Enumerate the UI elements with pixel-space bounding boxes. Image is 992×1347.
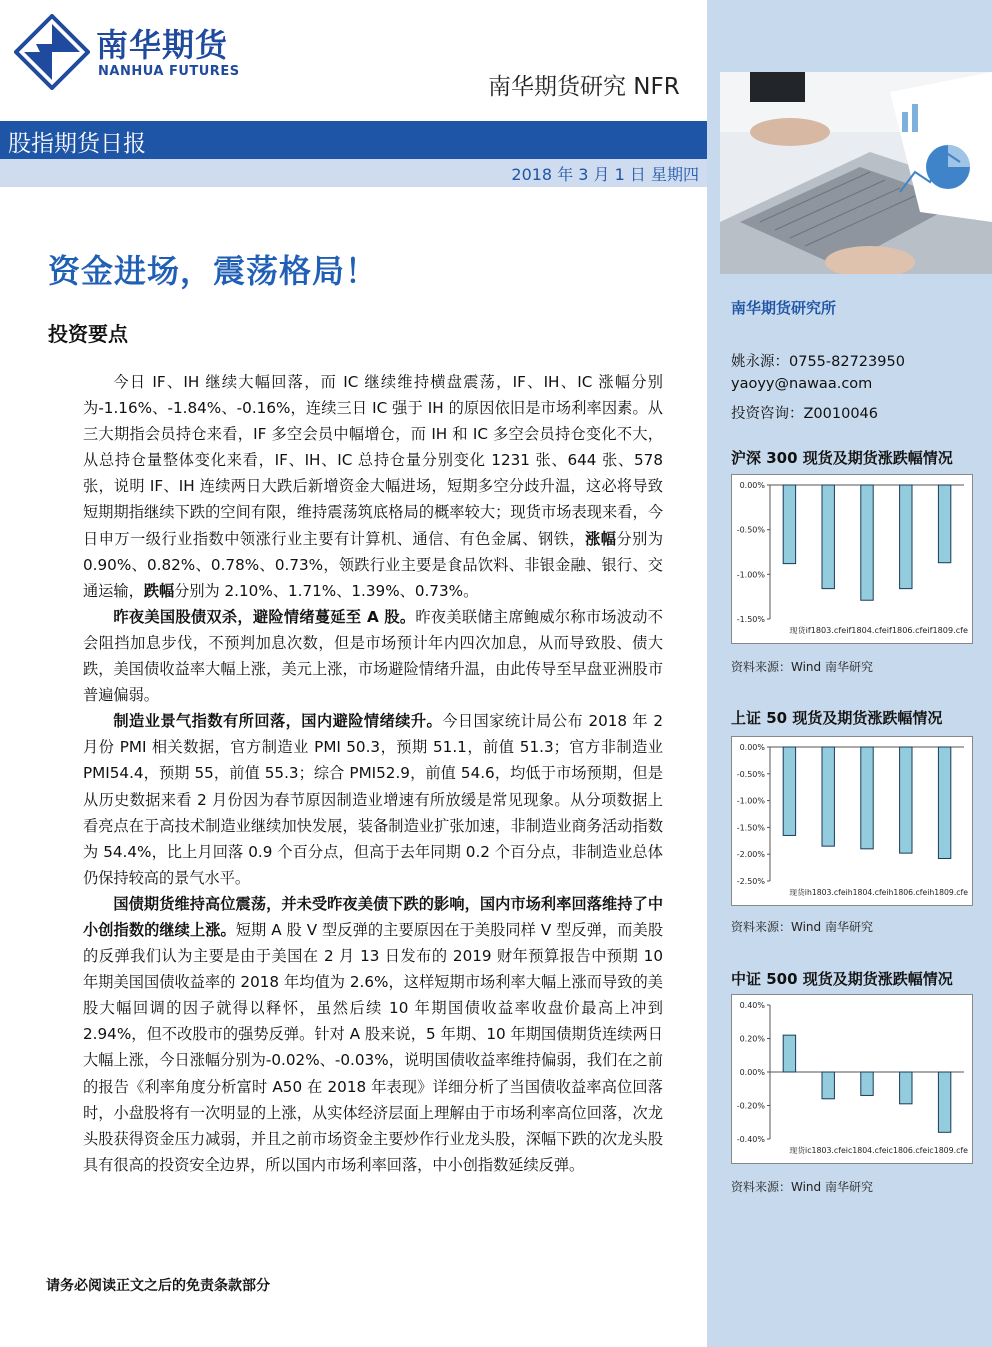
y-tick-label: 0.00% [739,1068,765,1077]
y-tick-label: -1.50% [736,615,765,624]
chart-zz500 [731,994,973,1164]
section-title: 投资要点 [48,322,128,346]
logo-text-cn: 南华期货 [96,26,229,64]
institute-name: 南华期货研究所 [731,299,837,317]
chart-source: 资料来源：Wind 南华研究 [731,920,873,934]
company-logo [14,14,254,98]
y-tick-label: 0.20% [739,1034,765,1044]
logo-mark-icon [14,14,90,90]
report-type: 股指期货日报 [8,131,146,157]
chart-hs300 [731,474,973,644]
chart-zz500-svg [732,995,972,1163]
bar [822,485,834,589]
y-tick-label: 0.00% [739,743,765,752]
license-number: 投资咨询：Z0010046 [731,406,879,422]
y-tick-label: -1.50% [736,823,765,833]
headline: 资金进场，震荡格局！ [48,252,379,290]
y-tick-label: 0.40% [739,1001,765,1010]
chart-sz50-svg [732,737,972,905]
disclaimer-note: 请务必阅读正文之后的免责条款部分 [46,1278,270,1294]
x-tick-labels: 现货ih1803.cfeih1804.cfeih1806.cfeih1809.cfe [789,888,964,897]
bar [822,1072,834,1099]
bar [861,747,873,849]
logo-text-en: NANHUA FUTURES [98,64,240,79]
y-tick-label: -0.50% [736,769,765,779]
paragraph: 制造业景气指数有所回落，国内避险情绪续升。今日国家统计局公布 2018 年 2 月份 PMI 相关数据，官方制造业 PMI 50.3，预期 51.1，前值 51.3；官方非制造业 PMI54.4，预期 55，前值 55.3；综合 PMI52.9，前值 54.6，均低于市场预期，但是从历史数据来看 2 月份因为春节原因制造业增速有所放缓是常见现象。从分项数据上看亮点在于高技术制造业继续加快发展，装备制造业扩张加速，非制造业商务活动指数为 54.4%，比上月回落 0.9 个百分点，但高于去年同期 0.2 个百分点，非制造业总体仍保持较高的景气水平。 [83,712,664,887]
chart-title-sz50: 上证 50 现货及期货涨跌幅情况 [731,709,943,727]
y-tick-label: -0.20% [736,1101,765,1111]
analyst-contact: 姚永源：0755-82723950 [731,354,905,370]
chart-title-zz500: 中证 500 现货及期货涨跌幅情况 [731,970,953,988]
y-tick-label: 0.00% [739,481,765,490]
bar [938,747,950,858]
report-body [83,369,663,1178]
bar [861,485,873,600]
analyst-email: yaoyy@nawaa.com [731,376,873,392]
y-tick-label: -2.50% [736,877,765,886]
bar [861,1072,873,1095]
bar [783,747,795,835]
chart-sz50 [731,736,973,906]
bar [938,485,950,563]
paragraph: 今日 IF、IH 继续大幅回落，而 IC 继续维持横盘震荡，IF、IH、IC 涨幅分别为-1.16%、-1.84%、-0.16%，连续三日 IC 强于 IH 的原因依旧是市场利率因素。从三大期指会员持仓来看，IF 多空会员中幅增仓，而 IH 和 IC 多空会员持仓变化不大，从总持仓量整体变化来看，IF、IH、IC 总持仓量分别变化 1231 张、644 张、578 张，说明 IF、IH 连续两日大跌后新增资金大幅进场，短期多空分歧升温，这必将导致短期期指继续下跌的空间有限，维持震荡筑底格局的概率较大；现货市场表现来看，今日申万一级行业指数中领涨行业主要有计算机、通信、有色金属、钢铁，涨幅分别为 0.90%、0.82%、0.78%、0.73%，领跌行业主要是食品饮料、非银金融、银行、交通运输，跌幅分别为 2.10%、1.71%、1.39%、0.73%。 [83,373,664,600]
report-date: 2018 年 3 月 1 日 星期四 [511,165,699,184]
bar [783,485,795,564]
y-tick-label: -1.00% [736,570,765,580]
paragraph: 国债期货维持高位震荡，并未受昨夜美债下跌的影响，国内市场利率回落维持了中小创指数的继续上涨。短期 A 股 V 型反弹的主要原因在于美股同样 V 型反弹，而美股的反弹我们认为主要是由于美国在 2 月 13 日发布的 2019 财年预算报告中预期 10 年期美国国债收益率的 2018 年均值为 2.6%，这样短期市场利率大幅上涨而导致的美股大幅回调的因子就得以释怀，虽然后续 10 年期国债收益率收盘价最高上冲到 2.94%，但不改股市的强势反弹。针对 A 股来说，5 年期、10 年期国债期货连续两日大幅上涨，今日涨幅分别为-0.02%、-0.03%，说明国债收益率维持偏弱，我们在之前的报告《利率角度分析富时 A50 在 2018 年表现》详细分析了当国债收益率高位回落时，小盘股将有一次明显的上涨，从实体经济层面上理解由于市场利率高位回落，次龙头股获得资金压力减弱，并且之前市场资金主要炒作行业龙头股，深幅下跌的次龙头股具有很高的投资安全边界，所以国内市场利率回落，中小创指数延续反弹。 [83,894,664,1174]
bar [900,747,912,853]
bar [822,747,834,846]
bar [938,1072,950,1132]
bar [900,485,912,589]
research-label: 南华期货研究 NFR [488,74,680,100]
x-tick-labels: 现货if1803.cfeif1804.cfeif1806.cfeif1809.cfe [789,626,955,635]
chart-source: 资料来源：Wind 南华研究 [731,1180,873,1194]
chart-hs300-svg [732,475,972,643]
report-type-band [0,121,707,159]
chart-title-hs300: 沪深 300 现货及期货涨跌幅情况 [731,449,953,467]
y-tick-label: -0.50% [736,525,765,535]
x-tick-labels: 现货ic1803.cfeic1804.cfeic1806.cfeic1809.cfe [789,1146,961,1155]
cover-photo [720,72,992,274]
paragraph: 昨夜美国股债双杀，避险情绪蔓延至 A 股。昨夜美联储主席鲍威尔称市场波动不会阻挡加息步伐，不预判加息次数，但是市场预计年内四次加息，从而导致股、债大跌，美国债收益率大幅上涨，美元上涨，市场避险情绪升温，由此传导至早盘亚洲股市普遍偏弱。 [83,607,663,705]
chart-source: 资料来源：Wind 南华研究 [731,660,873,674]
bar [783,1035,795,1072]
y-tick-label: -0.40% [736,1135,765,1144]
bar [900,1072,912,1104]
y-tick-label: -2.00% [736,850,765,860]
y-tick-label: -1.00% [736,796,765,806]
date-band [0,159,707,187]
